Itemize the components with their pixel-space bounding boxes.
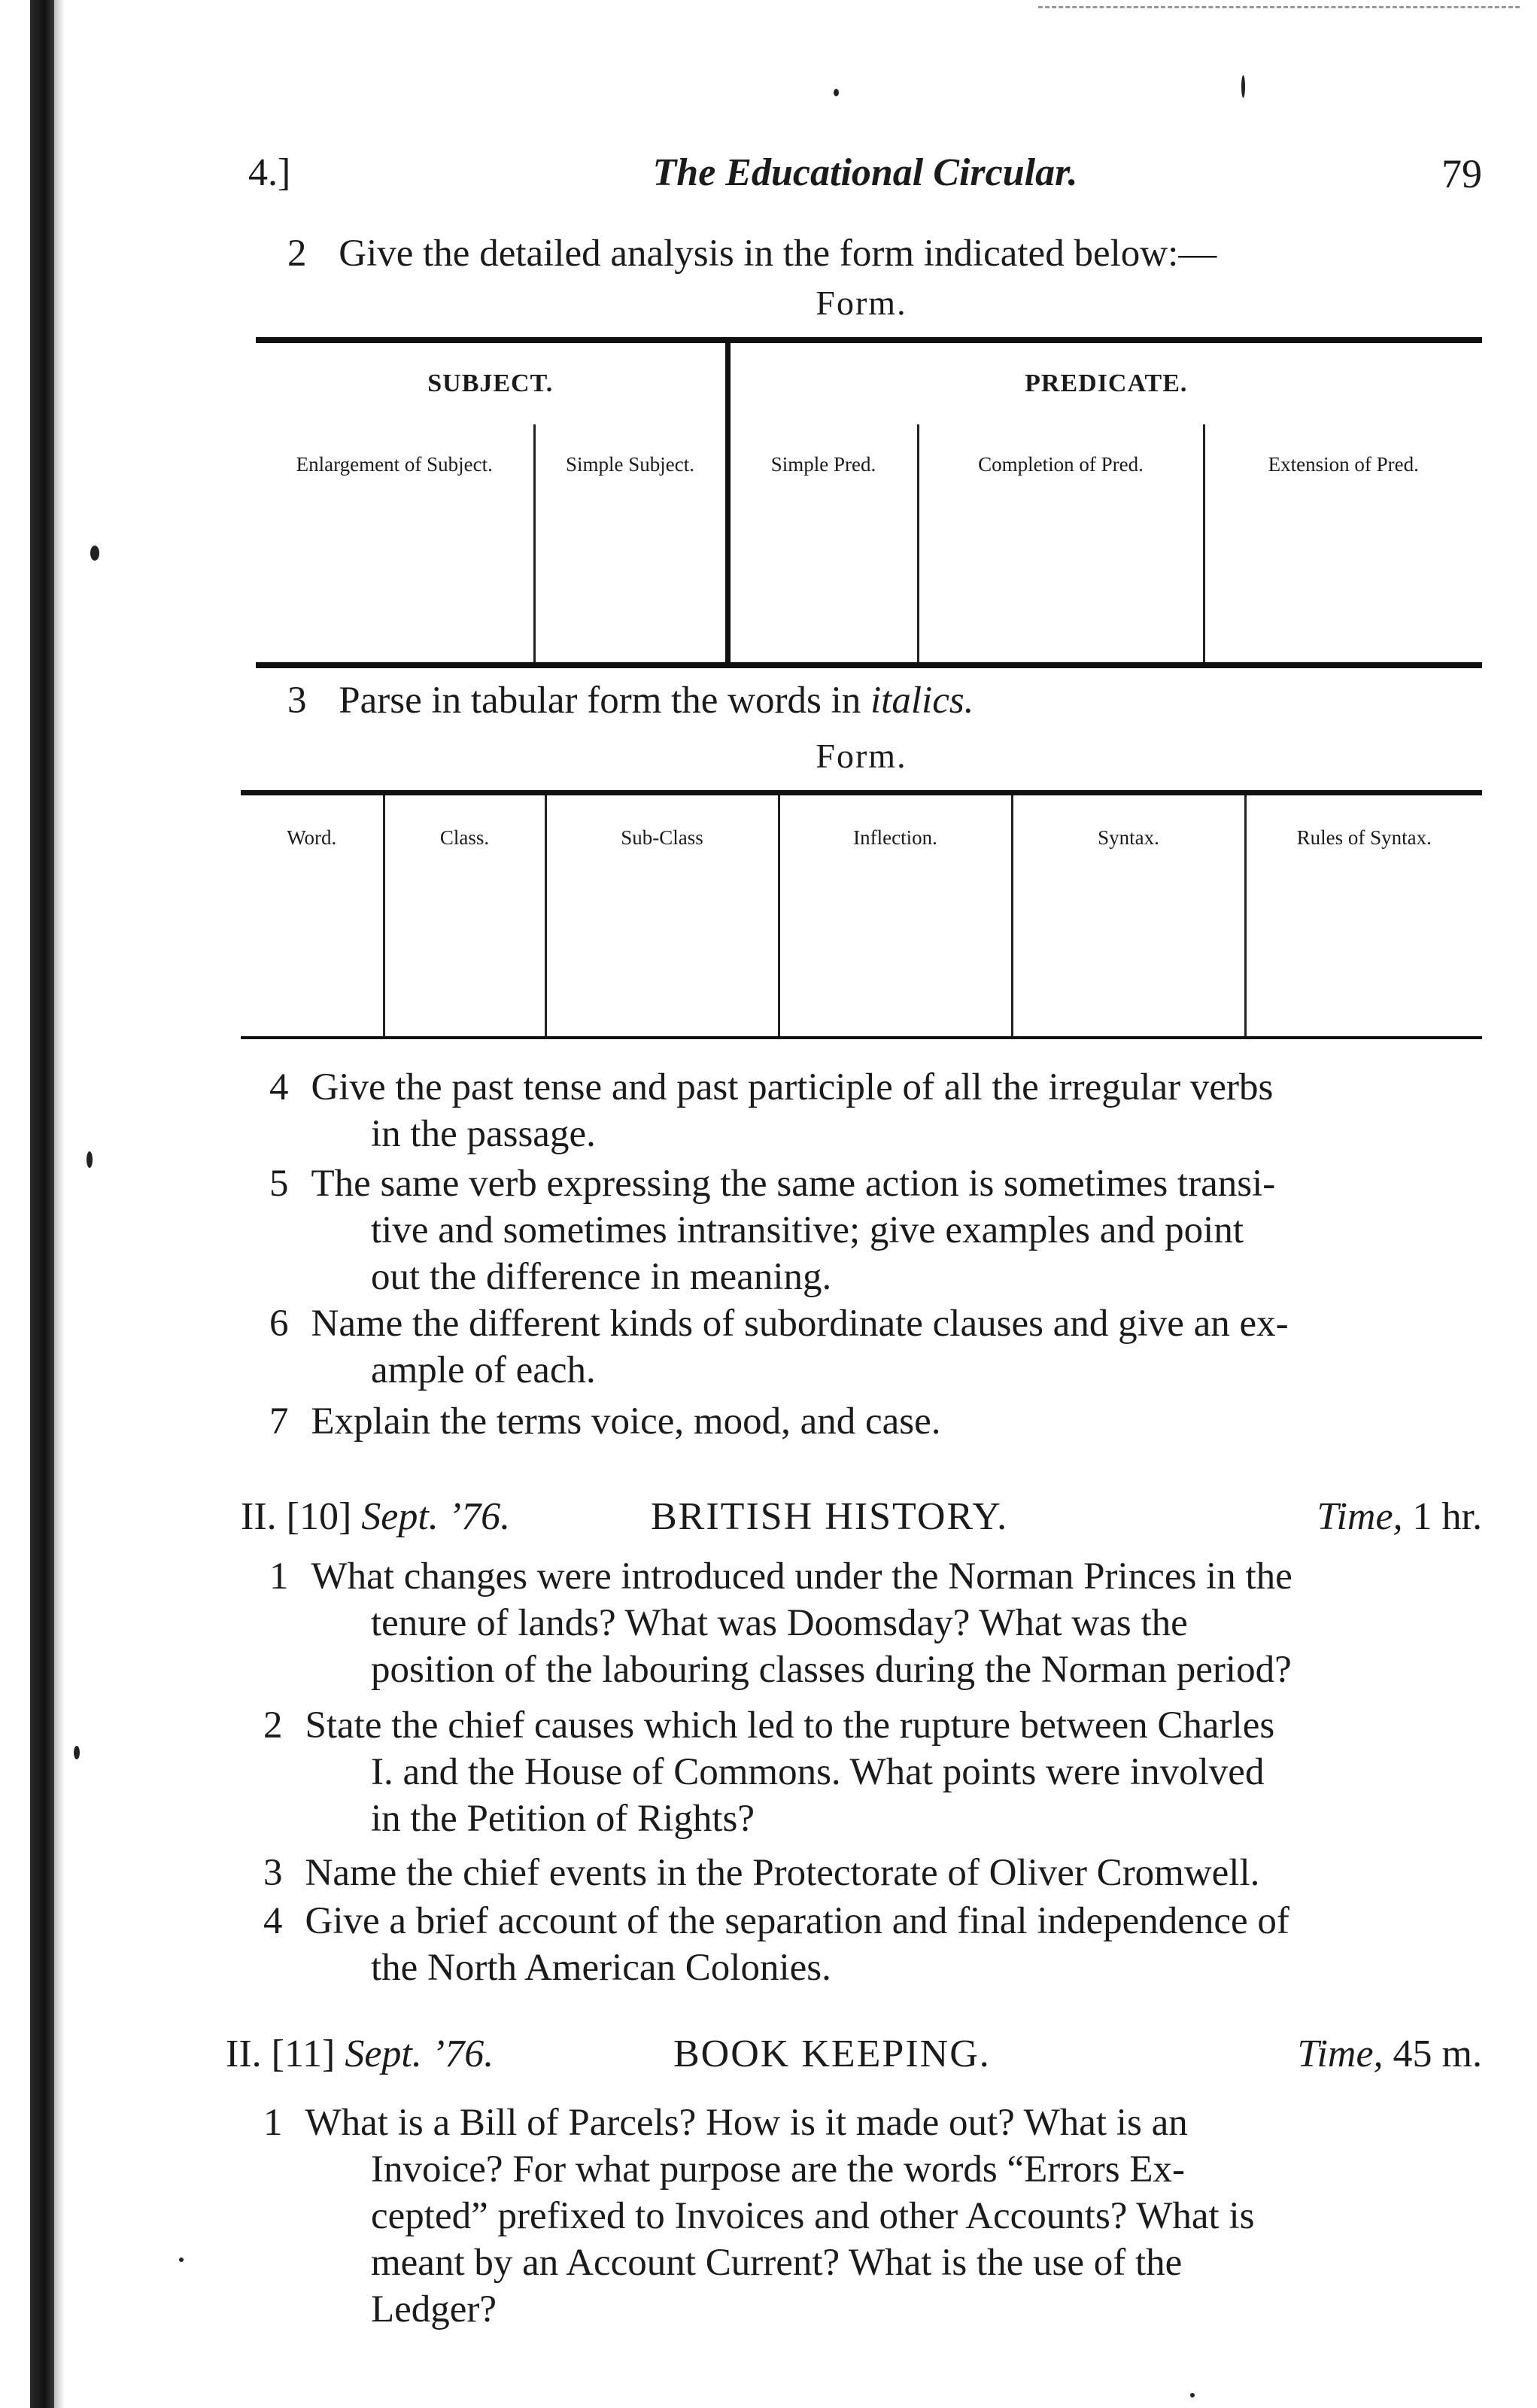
blank-cell <box>241 880 384 1038</box>
blank-cell <box>1204 504 1482 665</box>
question-line: cepted” prefixed to Invoices and other Accounts? What is <box>371 2195 1255 2237</box>
column-header: Enlargement of Subject. <box>256 424 534 504</box>
column-header: Word. <box>241 793 384 880</box>
blank-cell <box>534 504 727 665</box>
question-line: Explain the terms voice, mood, and case. <box>311 1400 941 1443</box>
parse-form-table <box>241 790 1482 1039</box>
column-header: Extension of Pred. <box>1268 452 1419 476</box>
question-line: ample of each. <box>371 1349 596 1391</box>
blank-cell <box>779 880 1012 1038</box>
question-line: in the passage. <box>371 1113 596 1155</box>
question-line: Give the past tense and past participle of all the irregular verbs <box>311 1066 1274 1108</box>
scan-speck <box>1241 75 1245 98</box>
binding-edge-shadow <box>54 0 65 2408</box>
time-value: 45 m. <box>1393 2033 1482 2075</box>
form-label: Form. <box>816 284 907 322</box>
question-line: The same verb expressing the same action is sometimes transi- <box>311 1163 1276 1205</box>
question-number: 2 <box>287 233 307 275</box>
time-allowed <box>1317 1494 1482 1539</box>
section-title: BOOK KEEPING. <box>673 2033 991 2075</box>
question-line: Name the chief events in the Protectorate of Oliver Cromwell. <box>305 1852 1260 1894</box>
history-question-1 <box>269 1553 1292 1693</box>
scan-speck <box>87 1151 93 1168</box>
question-5 <box>269 1160 1275 1300</box>
running-head <box>248 150 1482 203</box>
question-line: What changes were introduced under the Norman Princes in the <box>311 1555 1292 1598</box>
question-number: 5 <box>269 1163 289 1205</box>
question-line: Give a brief account of the separation and final independence of <box>305 1900 1289 1942</box>
history-question-4 <box>263 1898 1289 1991</box>
column-header: Completion of Pred. <box>918 424 1204 504</box>
question-text-italic: italics. <box>870 680 974 722</box>
question-number: 3 <box>263 1852 283 1894</box>
question-number: 1 <box>269 1555 289 1598</box>
history-question-3 <box>263 1850 1259 1896</box>
analysis-form-table <box>256 337 1482 668</box>
question-number: 1 <box>263 2102 283 2144</box>
blank-cell <box>384 880 545 1038</box>
subject-header: SUBJECT. <box>256 340 727 424</box>
page-number: 79 <box>1441 151 1482 196</box>
question-number: 4 <box>263 1900 283 1942</box>
question-number: 7 <box>269 1400 289 1443</box>
question-line: State the chief causes which led to the rupture between Charles <box>305 1704 1275 1747</box>
blank-cell <box>727 504 918 665</box>
question-number: 3 <box>287 680 307 722</box>
section-marker: 4.] <box>248 151 291 194</box>
column-header: Simple Subject. <box>534 424 727 504</box>
question-line: out the difference in meaning. <box>371 1256 832 1298</box>
question-line: tive and sometimes intransitive; give examples and point <box>371 1209 1244 1251</box>
blank-cell <box>545 880 779 1038</box>
section-title: BRITISH HISTORY. <box>651 1495 1009 1538</box>
exam-date: Sept. ’76. <box>361 1495 511 1538</box>
section-heading-book-keeping <box>226 2032 1482 2084</box>
scan-top-edge <box>1038 6 1520 8</box>
section-heading-british-history <box>241 1494 1482 1547</box>
form-label: Form. <box>816 737 907 775</box>
time-label: Time, <box>1297 2033 1384 2075</box>
scan-speck <box>90 546 99 561</box>
question-2 <box>287 230 1217 277</box>
paper-number <box>226 2032 494 2076</box>
blank-cell <box>256 504 534 665</box>
scan-speck <box>1190 2393 1195 2397</box>
scan-speck <box>834 89 839 96</box>
column-header: Simple Pred. <box>727 424 918 504</box>
question-line: Name the different kinds of subordinate clauses and give an ex- <box>311 1303 1289 1345</box>
question-line: position of the labouring classes during the Norman period? <box>371 1649 1292 1691</box>
question-line: Invoice? For what purpose are the words “Errors Ex- <box>371 2148 1185 2191</box>
paper-code: II. [11] <box>226 2033 336 2075</box>
question-line: meant by an Account Current? What is the use of the <box>371 2242 1183 2284</box>
column-header: Rules of Syntax. <box>1296 825 1432 849</box>
exam-date: Sept. ’76. <box>345 2033 494 2075</box>
question-line: Ledger? <box>371 2288 497 2330</box>
question-text: Parse in tabular form the words in <box>339 680 861 722</box>
bookkeeping-question-1 <box>263 2099 1254 2333</box>
question-7 <box>269 1398 941 1445</box>
publication-title: The Educational Circular. <box>652 151 1078 194</box>
question-line: tenure of lands? What was Doomsday? What was the <box>371 1602 1188 1644</box>
question-line: I. and the House of Commons. What points were involved <box>371 1751 1265 1793</box>
scan-speck <box>179 2258 184 2262</box>
time-label: Time, <box>1317 1495 1403 1538</box>
blank-cell <box>918 504 1204 665</box>
question-number: 6 <box>269 1303 289 1345</box>
history-question-2 <box>263 1702 1274 1842</box>
scan-speck <box>74 1746 80 1759</box>
question-number: 2 <box>263 1704 283 1747</box>
time-allowed <box>1297 2032 1482 2076</box>
paper-code: II. [10] <box>241 1495 352 1538</box>
question-6 <box>269 1300 1289 1394</box>
column-header: Class. <box>384 793 545 880</box>
question-3 <box>287 677 974 724</box>
question-line: What is a Bill of Parcels? How is it made out? What is an <box>305 2102 1188 2144</box>
question-4 <box>269 1064 1273 1157</box>
blank-cell <box>1245 880 1482 1038</box>
paper-number <box>241 1494 510 1539</box>
question-text: Give the detailed analysis in the form indicated below:— <box>339 233 1217 275</box>
column-header: Sub-Class <box>545 793 779 880</box>
column-header: Syntax. <box>1012 793 1245 880</box>
predicate-header: PREDICATE. <box>1025 369 1188 397</box>
question-line: the North American Colonies. <box>371 1947 831 1989</box>
book-binding-shadow <box>30 0 54 2408</box>
blank-cell <box>1012 880 1245 1038</box>
time-value: 1 hr. <box>1412 1495 1482 1538</box>
column-header: Inflection. <box>779 793 1012 880</box>
question-number: 4 <box>269 1066 289 1108</box>
question-line: in the Petition of Rights? <box>371 1798 755 1840</box>
